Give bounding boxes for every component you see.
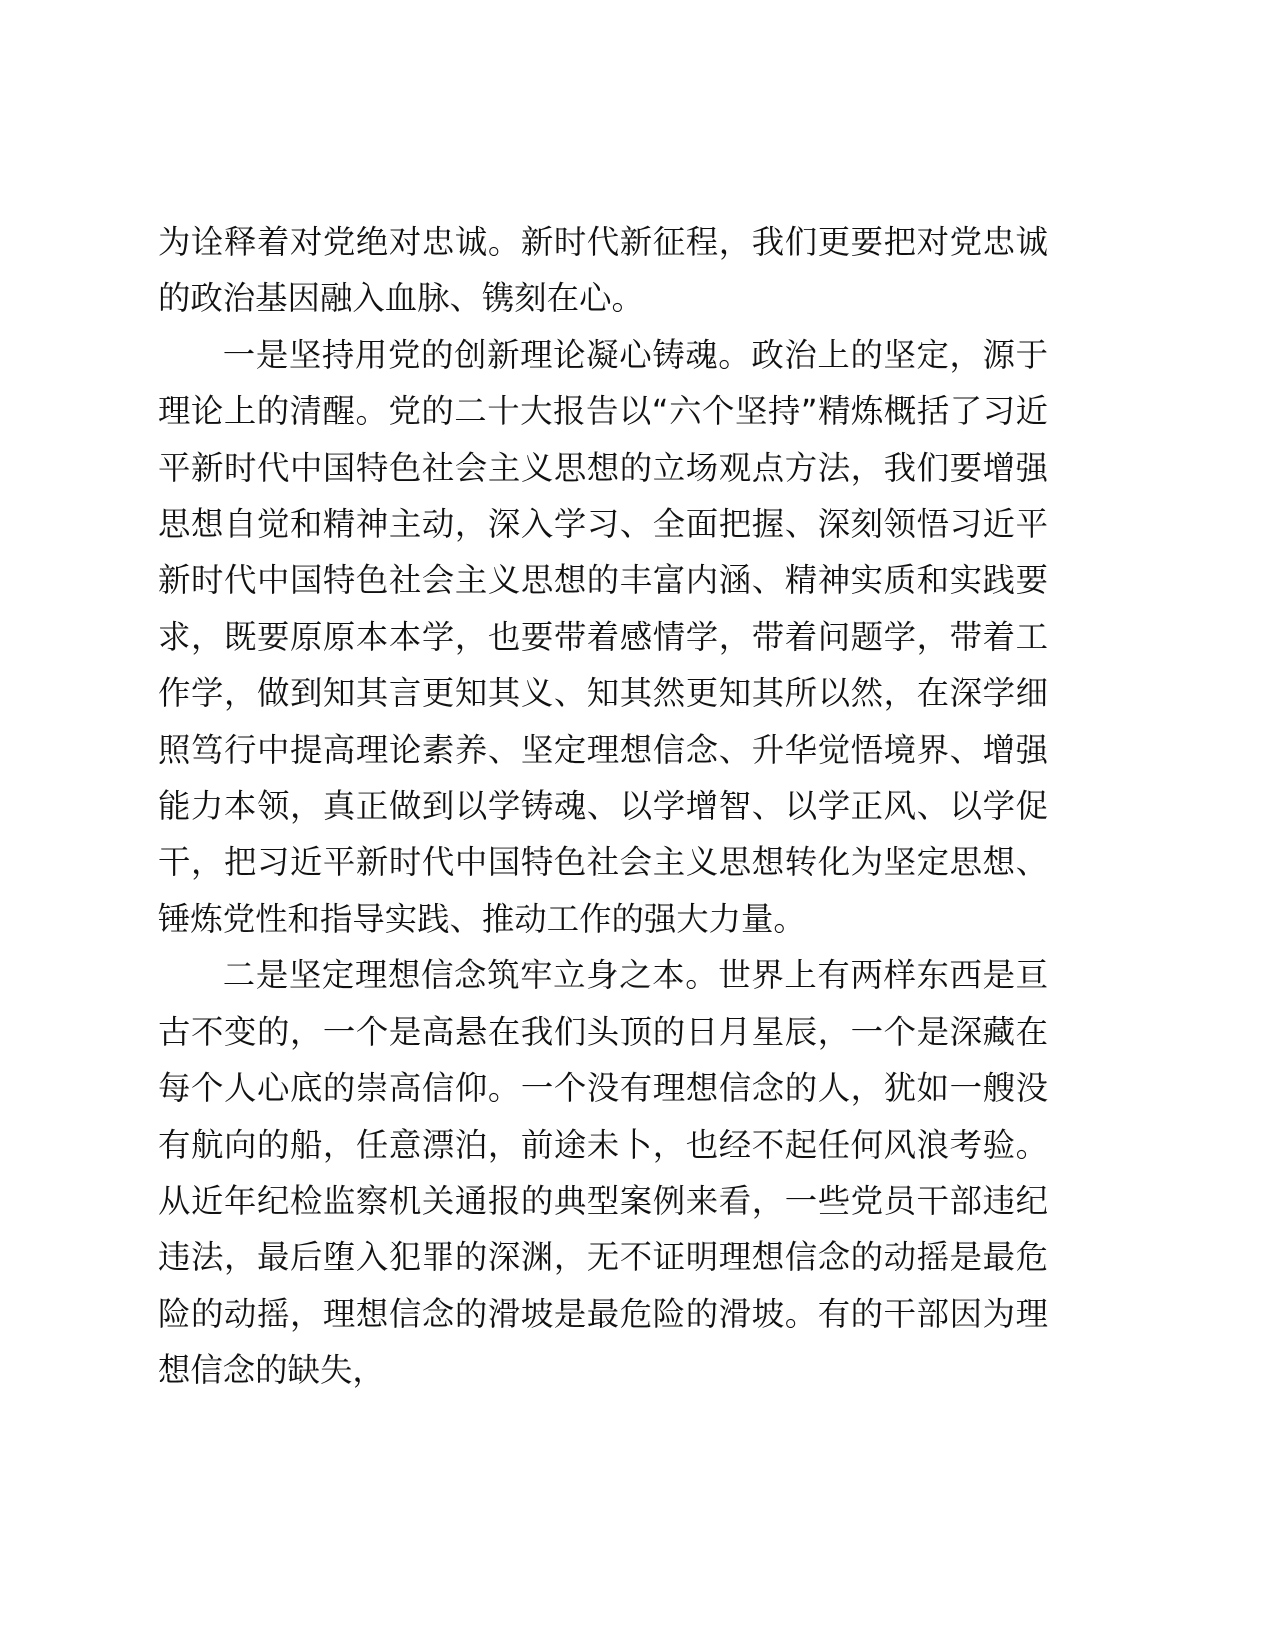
paragraph-continuation: 为诠释着对党绝对忠诚。新时代新征程，我们更要把对党忠诚的政治基因融入血脉、镌刻在心。 [158, 223, 1048, 318]
paragraph-ideals: 二是坚定理想信念筑牢立身之本。世界上有两样东西是亘古不变的，一个是高悬在我们头顶的日月星辰，一个是深藏在每个人心底的崇高信仰。一个没有理想信念的人，犹如一艘没有航向的船，任意漂泊，前途未卜，也经不起任何风浪考验。从近年纪检监察机关通报的典型案例来看，一些党员干部违纪违法，最后堕入犯罪的深渊，无不证明理想信念的动摇是最危险的动摇，理想信念的滑坡是最危险的滑坡。有的干部因为理想信念的缺失， [158, 956, 1048, 1390]
paragraph-theory: 一是坚持用党的创新理论凝心铸魂。政治上的坚定，源于理论上的清醒。党的二十大报告以“六个坚持”精炼概括了习近平新时代中国特色社会主义思想的立场观点方法，我们要增强思想自觉和精神主动，深入学习、全面把握、深刻领悟习近平新时代中国特色社会主义思想的丰富内涵、精神实质和实践要求，既要原原本本学，也要带着感情学，带着问题学，带着工作学，做到知其言更知其义、知其然更知其所以然，在深学细照笃行中提高理论素养、坚定理想信念、升华觉悟境界、增强能力本领，真正做到以学铸魂、以学增智、以学正风、以学促干，把习近平新时代中国特色社会主义思想转化为坚定思想、锤炼党性和指导实践、推动工作的强大力量。 [158, 335, 1048, 938]
document-body [158, 214, 1048, 1399]
